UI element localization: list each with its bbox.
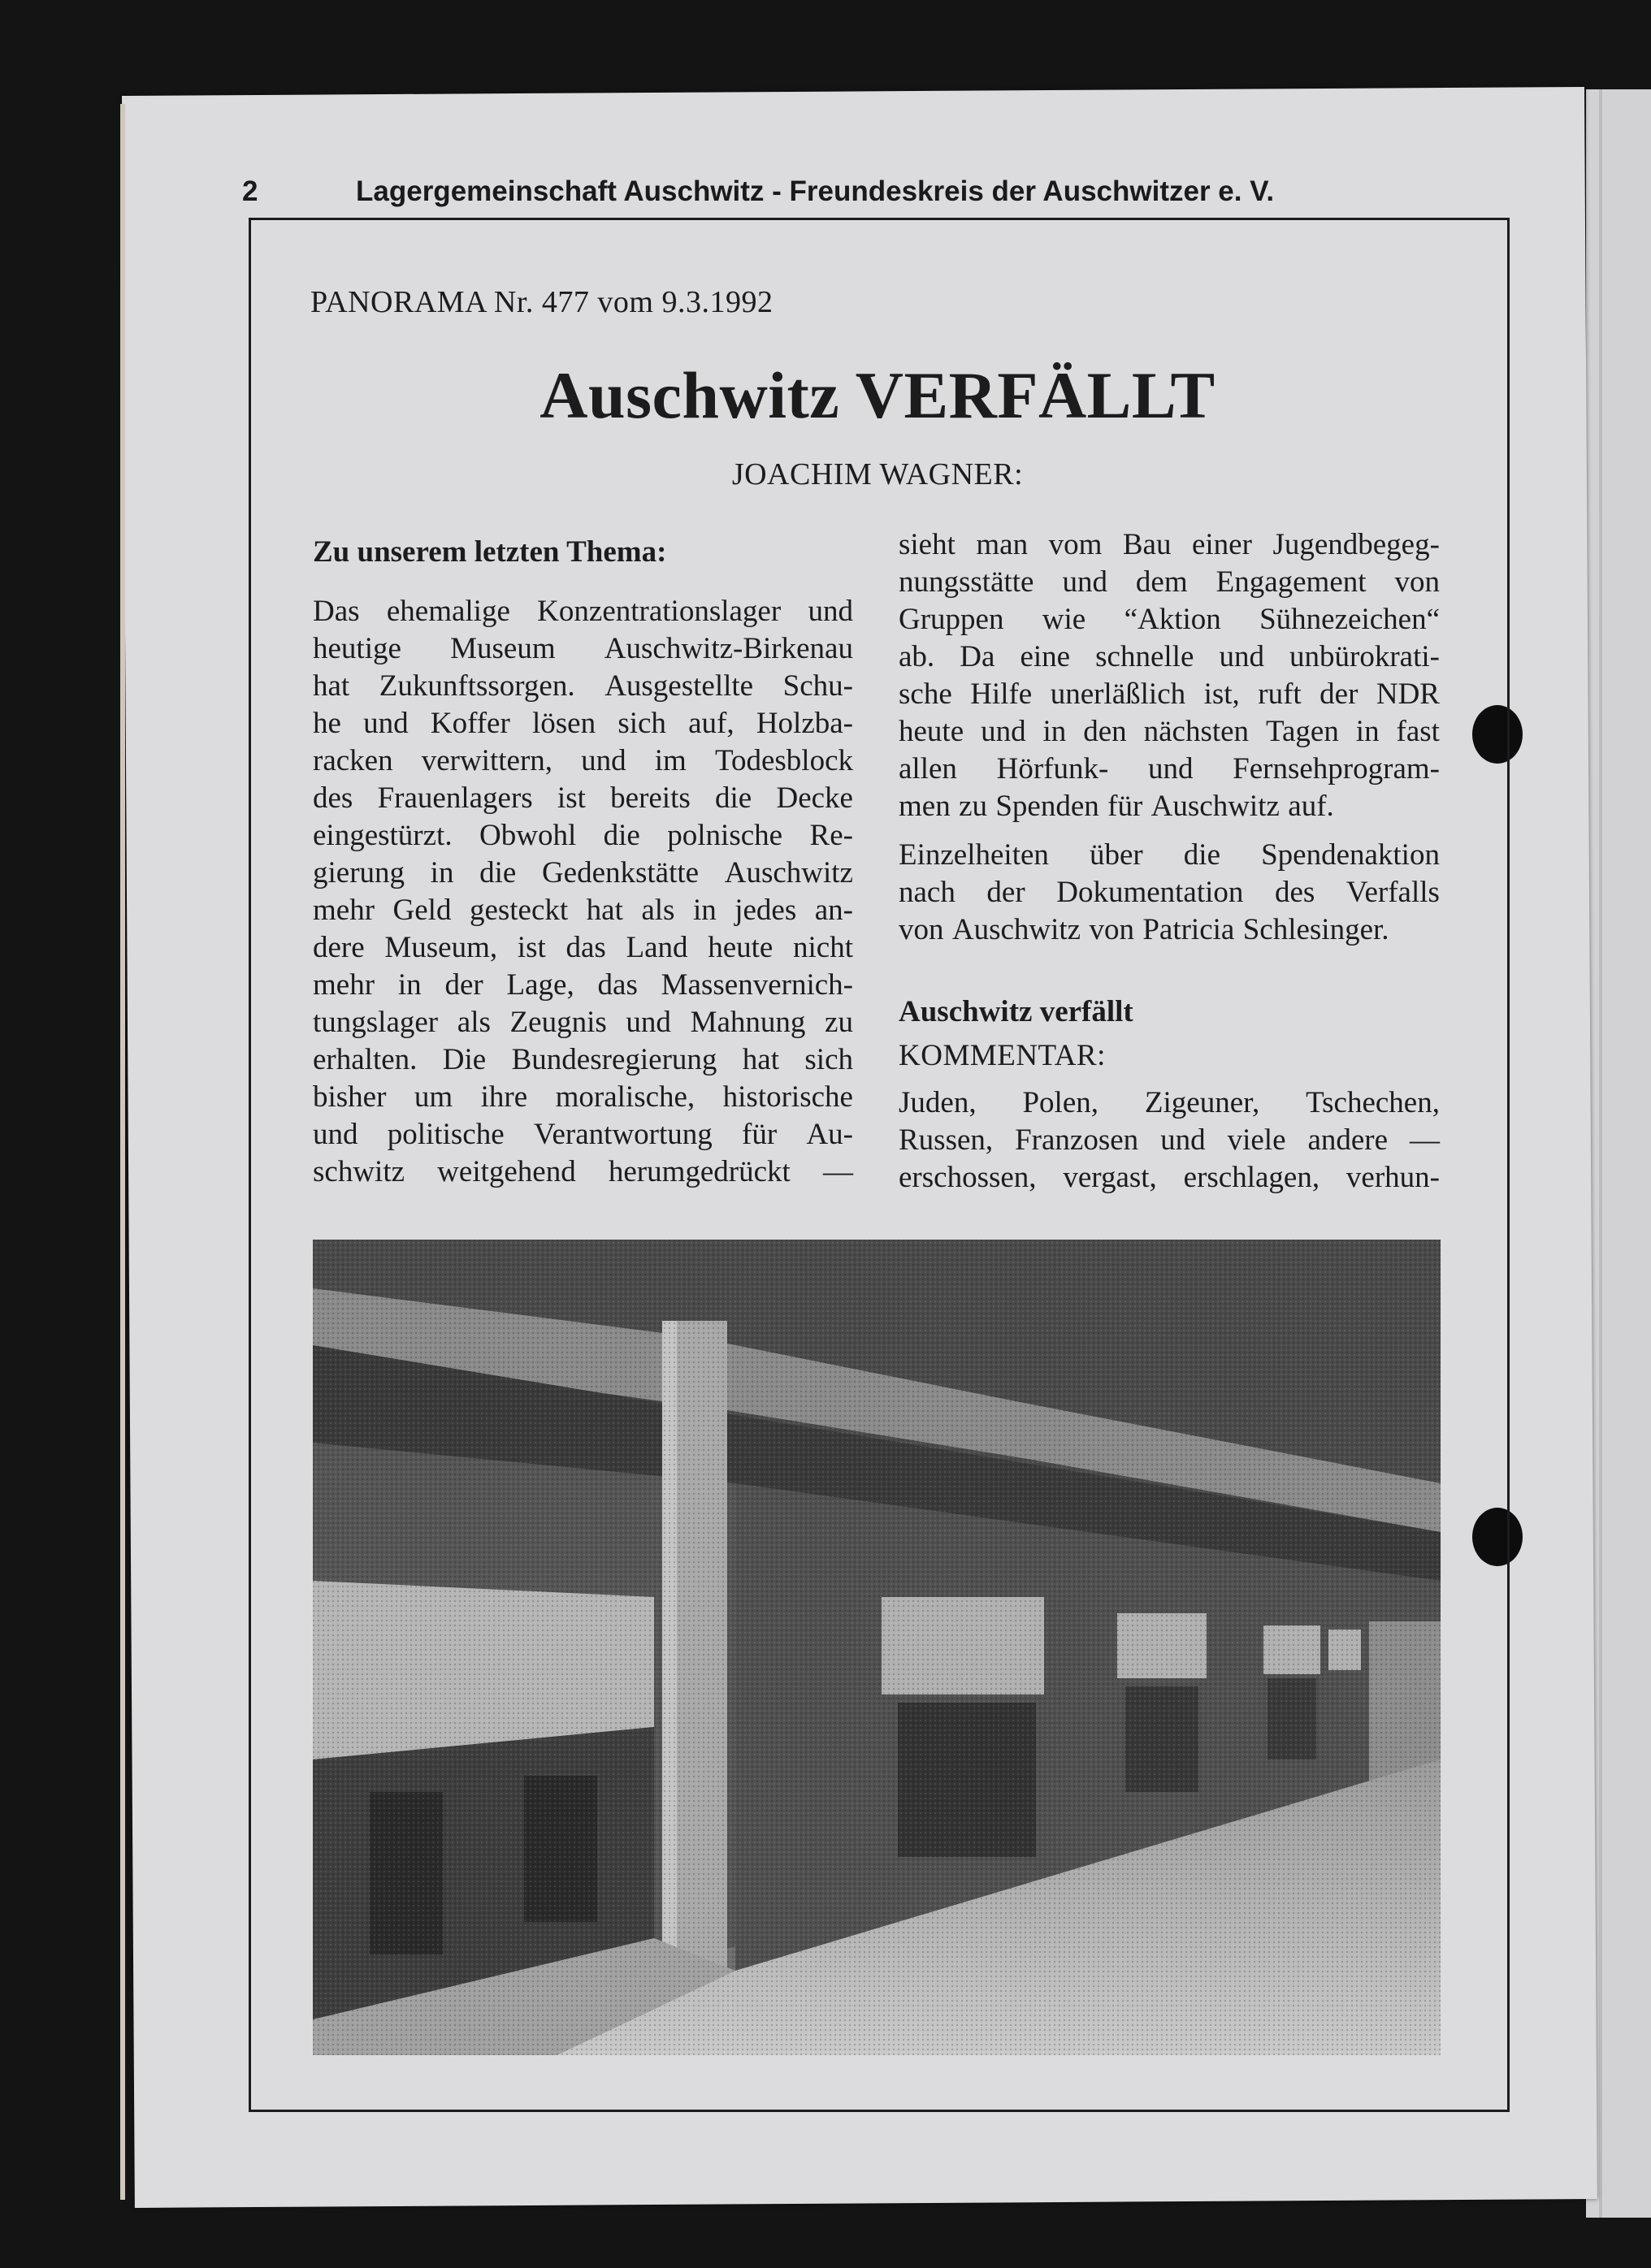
text-line: bisher um ihre moralische, historische [313, 1080, 853, 1114]
facing-page-edge [1586, 89, 1651, 2218]
text-line: nach der Dokumentation des Verfalls [899, 876, 1440, 909]
crematorium-photo [313, 1240, 1441, 2055]
kommentar-text [899, 1084, 1440, 1197]
text-line: sche Hilfe unerläßlich ist, ruft der NDR [899, 677, 1440, 711]
text-line: und politische Verantwortung für Au- [313, 1118, 853, 1151]
text-line: men zu Spenden für Auschwitz auf. [899, 790, 1334, 823]
left-column-text [313, 593, 853, 1191]
page-fold-line [1599, 89, 1602, 2218]
page-number: 2 [242, 175, 258, 207]
text-line: Juden, Polen, Zigeuner, Tschechen, [899, 1086, 1440, 1119]
text-line: erhalten. Die Bundesregierung hat sich [313, 1043, 853, 1076]
right-column-paragraph [899, 837, 1440, 949]
text-line: Gruppen wie “Aktion Sühnezeichen“ [899, 603, 1440, 636]
text-line: erschossen, vergast, erschlagen, verhun- [899, 1161, 1440, 1194]
text-line: heutige Museum Auschwitz-Birkenau [313, 632, 853, 665]
text-line: des Frauenlagers ist bereits die Decke [313, 781, 853, 815]
text-line: Einzelheiten über die Spendenaktion [899, 838, 1440, 872]
text-line: gierung in die Gedenkstätte Auschwitz [313, 856, 853, 889]
right-column-text [899, 526, 1440, 825]
text-line: ab. Da eine schnelle und unbürokrati- [899, 640, 1440, 673]
text-line: Das ehemalige Konzentrationslager und [313, 595, 853, 628]
article-author: JOACHIM WAGNER: [731, 457, 1024, 491]
text-line: Russen, Franzosen und viele andere — [899, 1123, 1440, 1157]
kommentar-label: KOMMENTAR: [899, 1039, 1106, 1072]
text-line: hat Zukunftssorgen. Ausgestellte Schu- [313, 669, 853, 703]
left-subhead: Zu unserem letzten Thema: [313, 535, 667, 569]
text-line: nungsstätte und dem Engagement von [899, 565, 1440, 599]
text-line: allen Hörfunk- und Fernsehprogram- [899, 752, 1440, 786]
text-line: he und Koffer lösen sich auf, Holzba- [313, 707, 853, 740]
text-line: mehr in der Lage, das Massenvernich- [313, 968, 853, 1002]
text-line: sieht man vom Bau einer Jugendbegeg- [899, 528, 1440, 561]
text-line: heute und in den nächsten Tagen in fast [899, 715, 1440, 748]
text-line: racken verwittern, und im Todesblock [313, 744, 853, 777]
page-left-edge [120, 104, 125, 2200]
article-source: PANORAMA Nr. 477 vom 9.3.1992 [310, 285, 774, 319]
text-line: eingestürzt. Obwohl die polnische Re- [313, 819, 853, 852]
running-header [120, 171, 1404, 219]
publication-title: Lagergemeinschaft Auschwitz - Freundeskreis der Auschwitzer e. V. [356, 175, 1275, 207]
article-headline: Auschwitz VERFÄLLT [540, 358, 1216, 432]
text-line: dere Museum, ist das Land heute nicht [313, 931, 853, 964]
text-line: schwitz weitgehend herumgedrückt — [313, 1155, 853, 1188]
text-line: von Auschwitz von Patricia Schlesinger. [899, 913, 1389, 946]
text-line: mehr Geld gesteckt hat als in jedes an- [313, 894, 853, 927]
text-line: tungslager als Zeugnis und Mahnung zu [313, 1006, 853, 1039]
right-subhead: Auschwitz verfällt [899, 995, 1133, 1028]
